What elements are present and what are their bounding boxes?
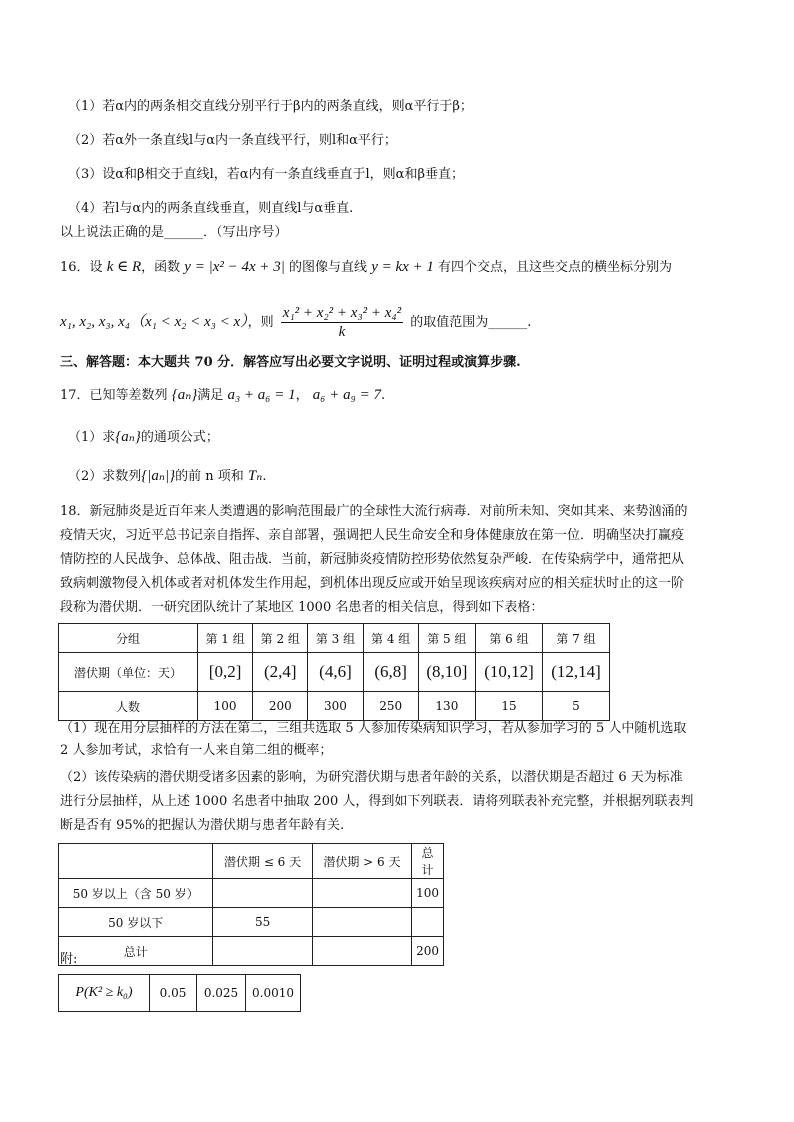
q16-line-eq: y = kx + 1 — [371, 259, 434, 275]
critical-value-cell: 0.0010 — [246, 975, 301, 1012]
period-cell: (10,12] — [476, 653, 543, 692]
critical-value-cell: 0.05 — [150, 975, 197, 1012]
count-cell: 130 — [418, 692, 475, 721]
q18-part2-line: 断是否有 95%的把握认为潜伏期与患者年龄有关. — [60, 818, 345, 833]
q16-lead: 设 — [89, 260, 103, 275]
q17-part2-seq: {|aₙ|} — [141, 468, 176, 484]
critical-value-cell: 0.025 — [197, 975, 246, 1012]
q18-intro — [60, 500, 740, 620]
q16-condition: k ∈ R — [106, 259, 142, 275]
q16-vars: x₁, x₂, x₃, x₄（x₁ < x₂ < x₃ < x） — [60, 314, 248, 330]
table-row — [59, 879, 444, 908]
incubation-table — [58, 623, 610, 721]
q17-part2-T: Tₙ — [247, 468, 263, 484]
table-cell — [412, 908, 444, 937]
table-header-cell: 潜伏期 > 6 天 — [312, 844, 411, 879]
count-label-cell: 人数 — [59, 692, 198, 721]
q18-part1-line: （1）现在用分层抽样的方法在第二，三组共选取 5 人参加传染病知识学习，若从参加学习的 5 人中随机选取 — [60, 721, 687, 736]
q16-fraction — [281, 304, 403, 341]
q17-part-2 — [68, 466, 266, 487]
q18-intro-line: 18．新冠肺炎是近百年来人类遭遇的影响范围最广的全球性大流行病毒．对前所未知、突如其来、来势汹涌的 — [60, 504, 688, 519]
q17-number: 17． — [60, 388, 90, 403]
table-header-cell: 第 3 组 — [308, 624, 363, 653]
q18-intro-line: 疫情天灾，习近平总书记亲自指挥、亲自部署，强调把人民生命安全和身体健康放在第一位．明确坚决打赢疫 — [60, 528, 685, 543]
table-cell: 55 — [213, 908, 312, 937]
q18-intro-line: 致病刺激物侵入机体或者对机体发生作用起，到机体出现反应或开始呈现该疾病对应的相关症状时止的这一阶 — [60, 576, 685, 591]
q17-eq1: a₃ + a₆ = 1 — [227, 387, 296, 403]
q16-function: y = |x² − 4x + 3| — [184, 259, 285, 275]
q15-item-4: （4）若l与α内的两条直线垂直，则直线l与α垂直. — [68, 201, 354, 216]
q15-item-3: （3）设α和β相交于直线l，若α内有一条直线垂直于l，则α和β垂直； — [68, 167, 464, 182]
table-header-cell: 总计 — [412, 844, 444, 879]
q17-part2-mid: 的前 n 项和 — [175, 469, 244, 484]
q16-tail2: 的取值范围为______. — [410, 315, 532, 330]
q18-part2-line: 进行分层抽样，从上述 1000 名患者中抽取 200 人，得到如下列联表．请将列联表补充完整，并根据列联表判 — [60, 794, 694, 809]
table-header-cell — [59, 844, 213, 879]
q17-sequence: {aₙ} — [171, 387, 198, 403]
period-cell: (6,8] — [363, 653, 418, 692]
table-row — [59, 653, 610, 692]
count-cell: 15 — [476, 692, 543, 721]
q16-line-2 — [60, 302, 531, 343]
contingency-table — [58, 843, 444, 966]
table-row — [59, 844, 444, 879]
q15-item-2: （2）若α外一条直线l与α内一条直线平行，则l和α平行； — [68, 133, 397, 148]
period-label-cell: 潜伏期（单位：天） — [59, 653, 198, 692]
table-cell — [312, 908, 411, 937]
table-cell — [213, 937, 312, 966]
count-cell: 300 — [308, 692, 363, 721]
q17-part1-tail: 的通项公式； — [140, 430, 219, 445]
q15-answer-prompt: 以上说法正确的是______．（写出序号） — [60, 225, 288, 240]
count-cell: 250 — [363, 692, 418, 721]
period-cell: [0,2] — [198, 653, 253, 692]
table-header-cell: 第 6 组 — [476, 624, 543, 653]
q17-mid: 满足 — [197, 388, 224, 403]
table-header-cell: 分组 — [59, 624, 198, 653]
table-cell: 50 岁以上（含 50 岁） — [59, 879, 213, 908]
table-cell — [312, 879, 411, 908]
q17-stem — [60, 385, 385, 406]
q16-line-1 — [60, 257, 672, 278]
q16-tail1: 有四个交点，且这些交点的横坐标分别为 — [438, 260, 673, 275]
table-cell — [213, 879, 312, 908]
table-header-cell: 第 2 组 — [253, 624, 308, 653]
table-cell — [312, 937, 411, 966]
q17-end: . — [380, 388, 386, 403]
period-cell: (2,4] — [253, 653, 308, 692]
q16-mid1: ，函数 — [141, 260, 181, 275]
q18-part-1 — [60, 718, 740, 762]
appendix-label: 附: — [60, 952, 78, 967]
q17-part1-lead: （1）求 — [68, 430, 116, 445]
q18-part2-line: （2）该传染病的潜伏期受诸多因素的影响，为研究潜伏期与患者年龄的关系，以潜伏期是否超过 6 天为标准 — [60, 770, 683, 785]
table-header-cell: 第 5 组 — [418, 624, 475, 653]
table-header-cell: 第 1 组 — [198, 624, 253, 653]
q18-intro-line: 段称为潜伏期．一研究团队统计了某地区 1000 名患者的相关信息，得到如下表格： — [60, 600, 544, 615]
table-row — [59, 937, 444, 966]
table-header-cell: 第 7 组 — [542, 624, 609, 653]
table-row — [59, 908, 444, 937]
q17-part-1 — [68, 427, 219, 448]
table-row — [59, 692, 610, 721]
q17-comma: ， — [295, 388, 309, 403]
count-cell: 100 — [198, 692, 253, 721]
q17-part2-end: . — [262, 469, 267, 484]
probability-label-cell: P(K² ≥ k₀) — [59, 975, 150, 1012]
count-cell: 200 — [253, 692, 308, 721]
q18-part1-line: 2 人参加考试，求恰有一人来自第二组的概率； — [60, 743, 333, 758]
q17-part1-seq: {aₙ} — [115, 429, 141, 445]
q17-eq2: a₆ + a₉ = 7 — [312, 387, 381, 403]
q16-mid3: ，则 — [247, 315, 274, 330]
table-cell: 200 — [412, 937, 444, 966]
table-header-cell: 潜伏期 ≤ 6 天 — [213, 844, 312, 879]
table-cell: 50 岁以下 — [59, 908, 213, 937]
period-cell: (12,14] — [542, 653, 609, 692]
q18-part-2 — [60, 766, 740, 838]
critical-value-table — [58, 974, 301, 1012]
count-cell: 5 — [542, 692, 609, 721]
q17-part2-lead: （2）求数列 — [68, 469, 142, 484]
q16-frac-denominator: k — [338, 324, 346, 340]
table-cell: 100 — [412, 879, 444, 908]
table-row — [59, 624, 610, 653]
q16-number: 16． — [60, 260, 90, 275]
table-row — [59, 975, 301, 1012]
table-header-cell: 第 4 组 — [363, 624, 418, 653]
q16-frac-numerator: x₁² + x₂² + x₃² + x₄² — [282, 305, 402, 321]
q16-mid2: 的图像与直线 — [289, 260, 368, 275]
q18-intro-line: 情防控的人民战争、总体战、阻击战．当前，新冠肺炎疫情防控形势依然复杂严峻．在传染病学中，通常把从 — [60, 552, 685, 567]
section-3-heading: 三、解答题：本大题共 70 分．解答应写出必要文字说明、证明过程或演算步骤. — [60, 355, 521, 370]
period-cell: (8,10] — [418, 653, 475, 692]
q17-lead: 已知等差数列 — [89, 388, 168, 403]
period-cell: (4,6] — [308, 653, 363, 692]
q15-item-1: （1）若α内的两条相交直线分别平行于β内的两条直线，则α平行于β； — [68, 99, 473, 114]
table-cell: 总计 — [59, 937, 213, 966]
